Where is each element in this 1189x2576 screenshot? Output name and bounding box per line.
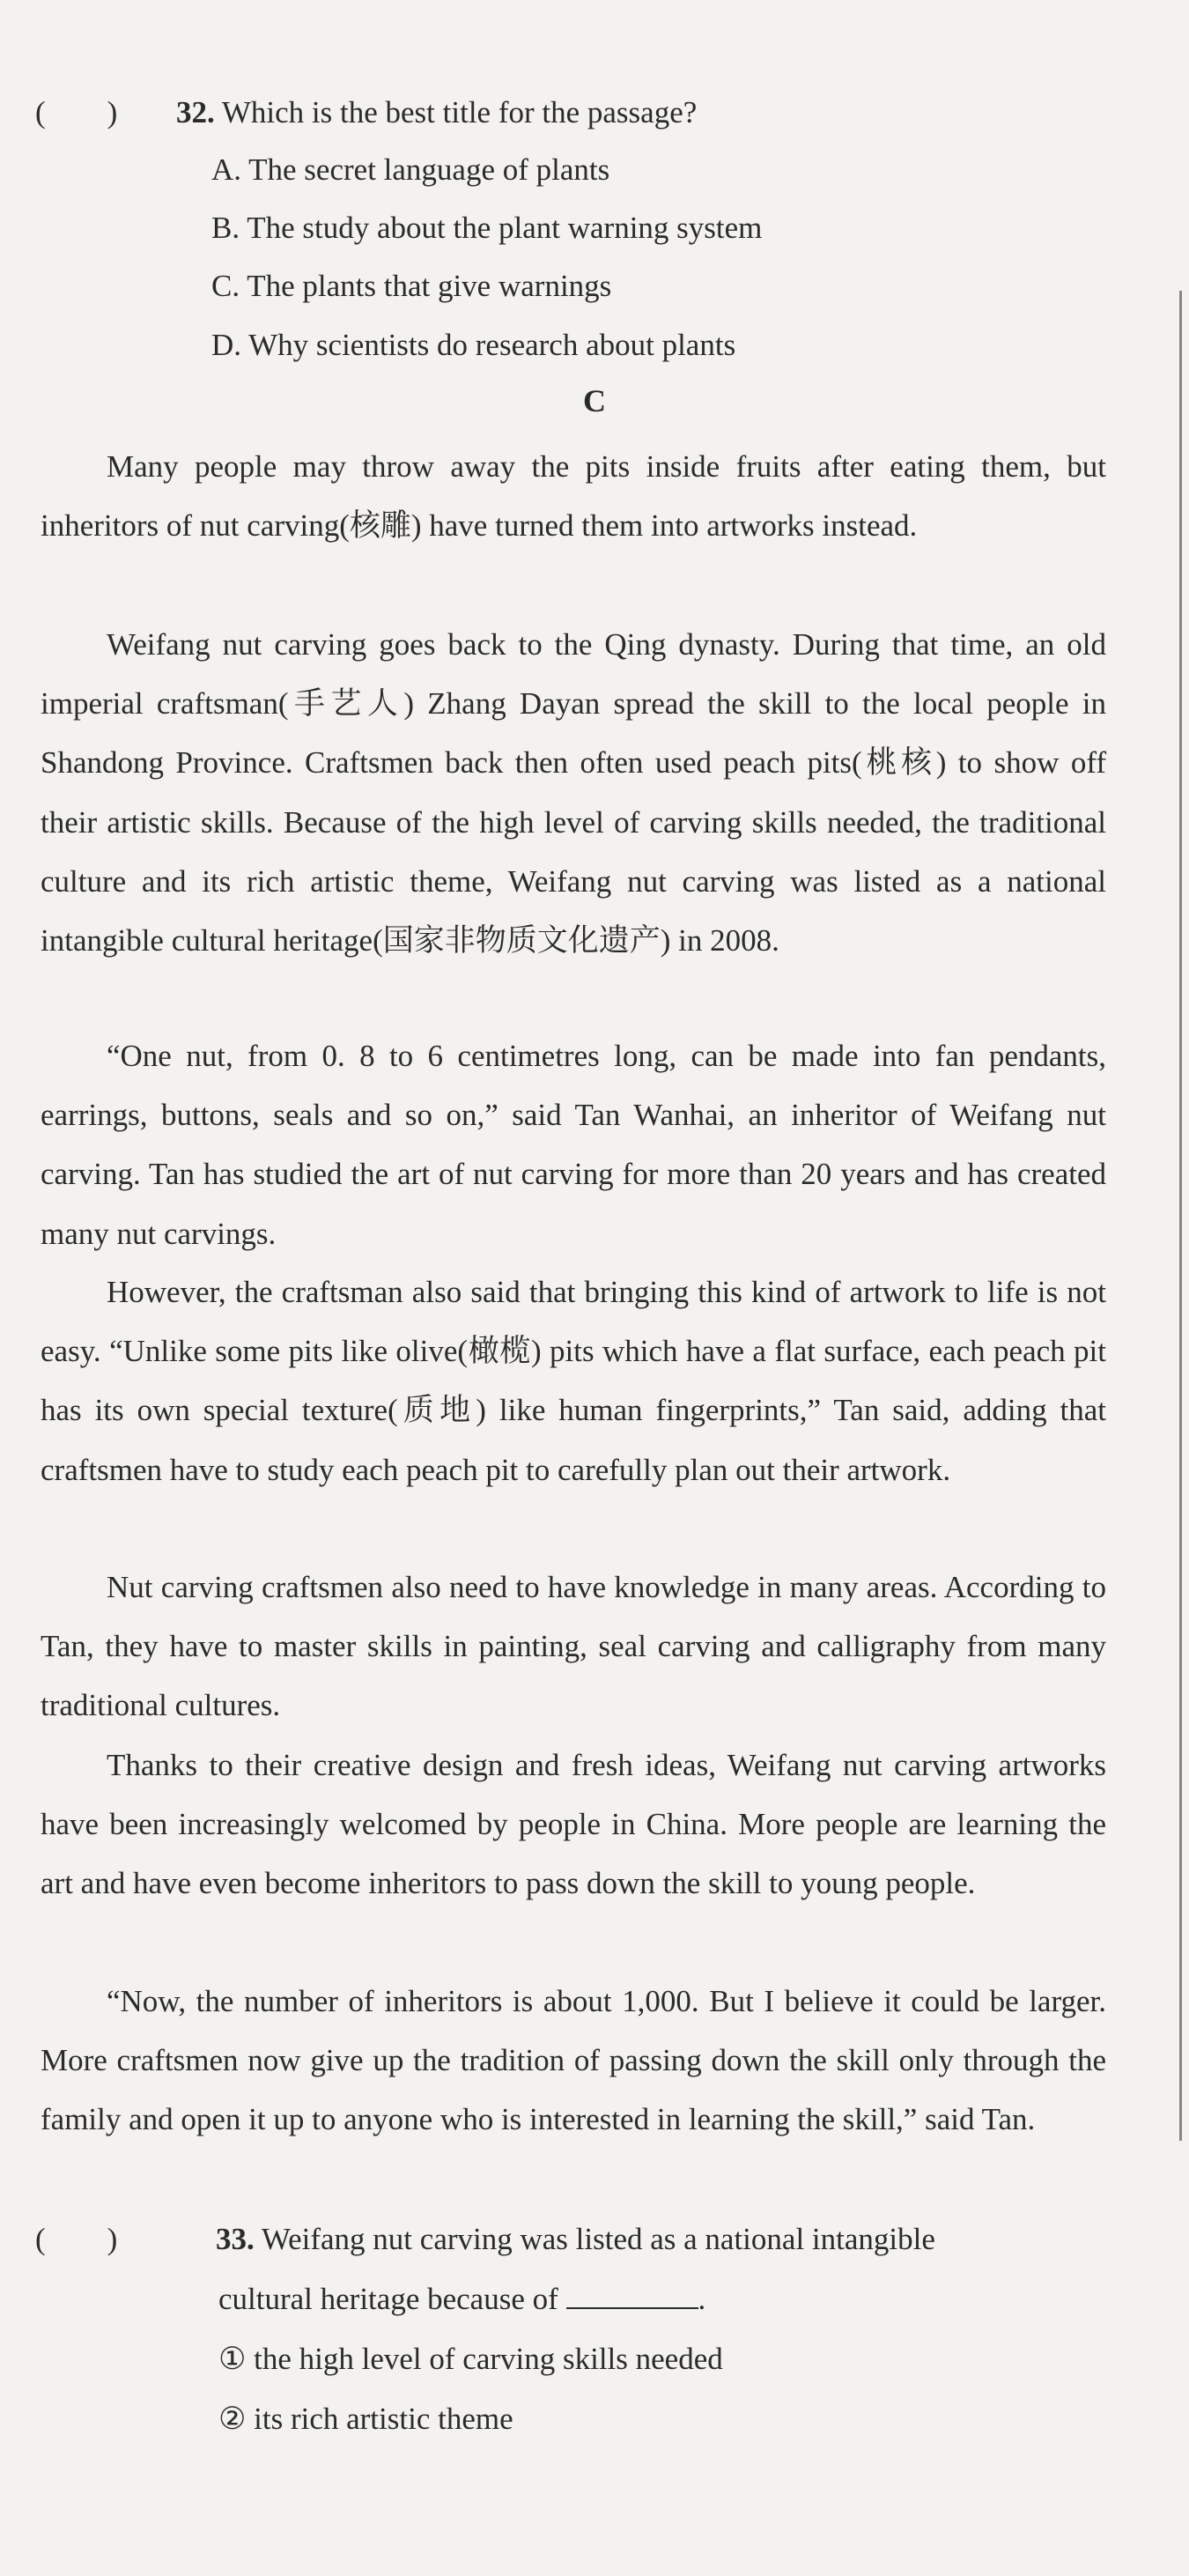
option-a: A. The secret language of plants [211, 152, 610, 187]
passage-paragraph: Nut carving craftsmen also need to have knowledge in many areas. According to Tan, they have to master skills in painting, seal carving and calligraphy from many traditional cultures. [41, 1570, 1106, 1723]
question-number: 32. [176, 95, 215, 130]
passage-paragraph: Weifang nut carving goes back to the Qing dynasty. During that time, an old imperial craftsman(手艺人) Zhang Dayan spread the skill to the local people in Shandong Province. Craftsmen back then often used peach pits(桃核) to show off their artistic skills. Because of the high level of carving skills needed, the traditional culture and its rich artistic theme, Weifang nut carving was listed as a national intangible cultural heritage(国家非物质文化遗产) in 2008. [41, 627, 1106, 959]
question-32-stem [35, 93, 697, 132]
question-33-stem-cont [218, 2280, 705, 2319]
option-c: C. The plants that give warnings [211, 269, 612, 303]
choice-item-2: ② its rich artistic theme [218, 2402, 513, 2436]
passage-paragraph: “One nut, from 0. 8 to 6 centimetres long, can be made into fan pendants, earrings, buttons, seals and so on,” said Tan Wanhai, an inheritor of Weifang nut carving. Tan has studied the art of nut carving for more than 20 years and has created many nut carvings. [41, 1039, 1106, 1251]
question-text: Which is the best title for the passage? [221, 95, 698, 130]
passage-paragraph: Many people may throw away the pits inside fruits after eating them, but inheritors of nut carving(核雕) have turned them into artworks instead. [41, 449, 1106, 544]
choice-item-1: ① the high level of carving skills needed [218, 2342, 723, 2376]
margin-rule [1179, 291, 1182, 2141]
question-text: cultural heritage because of [218, 2282, 558, 2316]
option-d: D. Why scientists do research about plants [211, 328, 736, 362]
question-text: Weifang nut carving was listed as a national intangible [261, 2222, 935, 2256]
option-b: B. The study about the plant warning system [211, 211, 763, 245]
section-heading: C [583, 383, 606, 418]
question-number: 33. [216, 2222, 255, 2256]
passage-paragraph: However, the craftsman also said that bringing this kind of artwork to life is not easy. “Unlike some pits like olive(橄榄) pits which have a flat surface, each peach pit has its own special texture(质地) like human fingerprints,” Tan said, adding that craftsmen have to study each peach pit to carefully plan out their artwork. [41, 1275, 1106, 1487]
answer-bracket[interactable]: ( ) [35, 95, 118, 130]
answer-blank[interactable] [566, 2281, 698, 2309]
passage-paragraph: “Now, the number of inheritors is about 1,000. But I believe it could be larger. More craftsmen now give up the tradition of passing down the skill only through the family and open it up to anyone who is interested in learning the skill,” said Tan. [41, 1984, 1106, 2137]
question-33-stem [35, 2220, 935, 2259]
passage-paragraph: Thanks to their creative design and fresh ideas, Weifang nut carving artworks have been increasingly welcomed by people in China. More people are learning the art and have even become inheritors to pass down the skill to young people. [41, 1748, 1106, 1901]
stem-period: . [698, 2282, 706, 2316]
answer-bracket[interactable]: ( ) [35, 2222, 118, 2256]
